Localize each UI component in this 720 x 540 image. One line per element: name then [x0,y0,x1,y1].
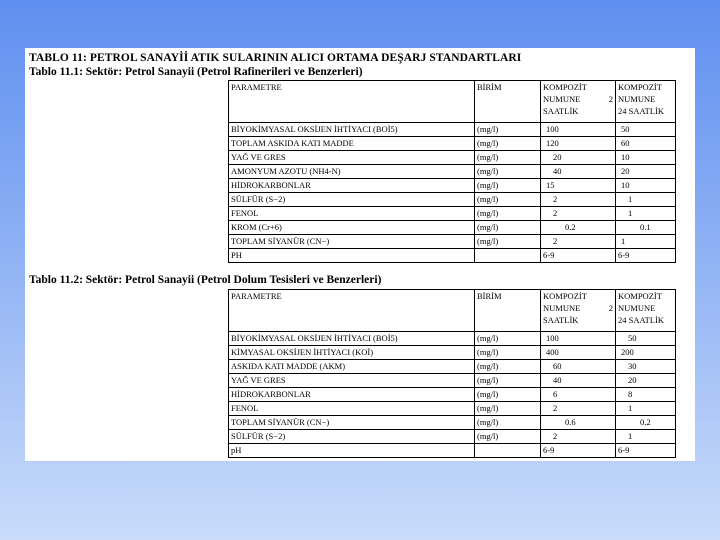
value-2h-cell: 100 [541,332,616,346]
table1-header-composite-24h [616,81,676,123]
param-cell: BİYOKİMYASAL OKSİJEN İHTİYACI (BOİ5) [229,332,475,346]
table1-h2-line1: KOMPOZİT [618,82,662,92]
table-row [229,179,676,193]
table2-header-composite-2h [541,290,616,332]
value-2h-cell: 15 [541,179,616,193]
unit-cell: (mg/l) [475,332,541,346]
param-cell: KROM (Cr+6) [229,221,475,235]
value-24h-cell: 6-9 [616,249,676,263]
unit-cell: (mg/l) [475,346,541,360]
table1-h2-line3: 24 SAATLİK [618,106,665,116]
table-row [229,346,676,360]
param-cell: YAĞ VE GRES [229,151,475,165]
value-2h-cell: 100 [541,123,616,137]
unit-cell: (mg/l) [475,207,541,221]
table2-header-composite-24h [616,290,676,332]
table-row [229,193,676,207]
table-row [229,332,676,346]
value-2h-cell: 40 [541,165,616,179]
table2-h1-number: 2 [608,303,613,313]
unit-cell: (mg/l) [475,165,541,179]
table-row [229,123,676,137]
main-title: TABLO 11: PETROL SANAYİİ ATIK SULARININ ALICI ORTAMA DEŞARJ STANDARTLARI [29,52,522,64]
table1-header-parameter: PARAMETRE [229,81,475,123]
value-24h-cell: 0.2 [616,416,676,430]
table-row [229,402,676,416]
table1-h1-line3: SAATLİK [543,106,579,116]
unit-cell: (mg/l) [475,193,541,207]
table1-h1-number: 2 [608,94,613,104]
value-24h-cell: 1 [616,235,676,249]
unit-cell: (mg/l) [475,221,541,235]
table-row [229,374,676,388]
unit-cell: (mg/l) [475,374,541,388]
value-2h-cell: 6-9 [541,444,616,458]
unit-cell: (mg/l) [475,179,541,193]
value-2h-cell: 120 [541,137,616,151]
param-cell: BİYOKİMYASAL OKSİJEN İHTİYACI (BOİ5) [229,123,475,137]
value-2h-cell: 0.6 [541,416,616,430]
value-24h-cell: 1 [616,430,676,444]
value-24h-cell: 6-9 [616,444,676,458]
param-cell: HİDROKARBONLAR [229,388,475,402]
value-24h-cell: 0.1 [616,221,676,235]
table-row [229,165,676,179]
table1-header-composite-2h [541,81,616,123]
unit-cell: (mg/l) [475,360,541,374]
table-row [229,235,676,249]
document-page [25,48,695,461]
value-24h-cell: 50 [616,332,676,346]
value-24h-cell: 10 [616,151,676,165]
table-row [229,430,676,444]
param-cell: ASKIDA KATI MADDE (AKM) [229,360,475,374]
unit-cell: (mg/l) [475,151,541,165]
value-2h-cell: 60 [541,360,616,374]
unit-cell: (mg/l) [475,416,541,430]
param-cell: TOPLAM SİYANÜR (CN−) [229,416,475,430]
value-2h-cell: 2 [541,207,616,221]
unit-cell: (mg/l) [475,402,541,416]
unit-cell [475,444,541,458]
table2-h2-line1: KOMPOZİT [618,291,662,301]
table1-header-row [229,81,676,123]
param-cell: TOPLAM ASKIDA KATI MADDE [229,137,475,151]
table2 [228,289,676,458]
unit-cell: (mg/l) [475,235,541,249]
table-row [229,388,676,402]
value-2h-cell: 6 [541,388,616,402]
param-cell: KİMYASAL OKSİJEN İHTİYACI (KOİ) [229,346,475,360]
value-2h-cell: 2 [541,235,616,249]
value-24h-cell: 10 [616,179,676,193]
value-24h-cell: 1 [616,193,676,207]
table1 [228,80,676,263]
value-24h-cell: 60 [616,137,676,151]
table2-h1-line3: SAATLİK [543,315,579,325]
table2-h1-line1: KOMPOZİT [543,291,587,301]
unit-cell [475,249,541,263]
value-2h-cell: 2 [541,430,616,444]
value-2h-cell: 20 [541,151,616,165]
table2-h2-line3: 24 SAATLİK [618,315,665,325]
table1-h1-line1: KOMPOZİT [543,82,587,92]
value-2h-cell: 40 [541,374,616,388]
table2-header-unit: BİRİM [475,290,541,332]
value-2h-cell: 400 [541,346,616,360]
table-row [229,221,676,235]
table1-caption: Tablo 11.1: Sektör: Petrol Sanayii (Petrol Rafinerileri ve Benzerleri) [29,66,363,78]
param-cell: pH [229,444,475,458]
unit-cell: (mg/l) [475,430,541,444]
value-24h-cell: 20 [616,374,676,388]
value-24h-cell: 1 [616,402,676,416]
table-row [229,249,676,263]
table2-header-parameter: PARAMETRE [229,290,475,332]
table-row [229,444,676,458]
table2-header-row [229,290,676,332]
param-cell: SÜLFÜR (S−2) [229,193,475,207]
value-24h-cell: 1 [616,207,676,221]
value-2h-cell: 6-9 [541,249,616,263]
table-row [229,416,676,430]
param-cell: FENOL [229,402,475,416]
table1-h1-line2: NUMUNE [543,94,581,104]
param-cell: HİDROKARBONLAR [229,179,475,193]
table-row [229,360,676,374]
value-2h-cell: 0.2 [541,221,616,235]
table2-caption: Tablo 11.2: Sektör: Petrol Sanayii (Petrol Dolum Tesisleri ve Benzerleri) [29,274,382,286]
unit-cell: (mg/l) [475,123,541,137]
table1-h2-line2: NUMUNE [618,94,656,104]
value-24h-cell: 8 [616,388,676,402]
value-24h-cell: 30 [616,360,676,374]
param-cell: AMONYUM AZOTU (NH4-N) [229,165,475,179]
param-cell: SÜLFÜR (S−2) [229,430,475,444]
param-cell: PH [229,249,475,263]
param-cell: TOPLAM SİYANÜR (CN−) [229,235,475,249]
table2-h1-line2: NUMUNE [543,303,581,313]
table-row [229,207,676,221]
param-cell: FENOL [229,207,475,221]
value-2h-cell: 2 [541,193,616,207]
unit-cell: (mg/l) [475,137,541,151]
unit-cell: (mg/l) [475,388,541,402]
table1-header-unit: BİRİM [475,81,541,123]
param-cell: YAĞ VE GRES [229,374,475,388]
value-24h-cell: 200 [616,346,676,360]
table-row [229,151,676,165]
value-2h-cell: 2 [541,402,616,416]
value-24h-cell: 50 [616,123,676,137]
value-24h-cell: 20 [616,165,676,179]
table-row [229,137,676,151]
table2-h2-line2: NUMUNE [618,303,656,313]
